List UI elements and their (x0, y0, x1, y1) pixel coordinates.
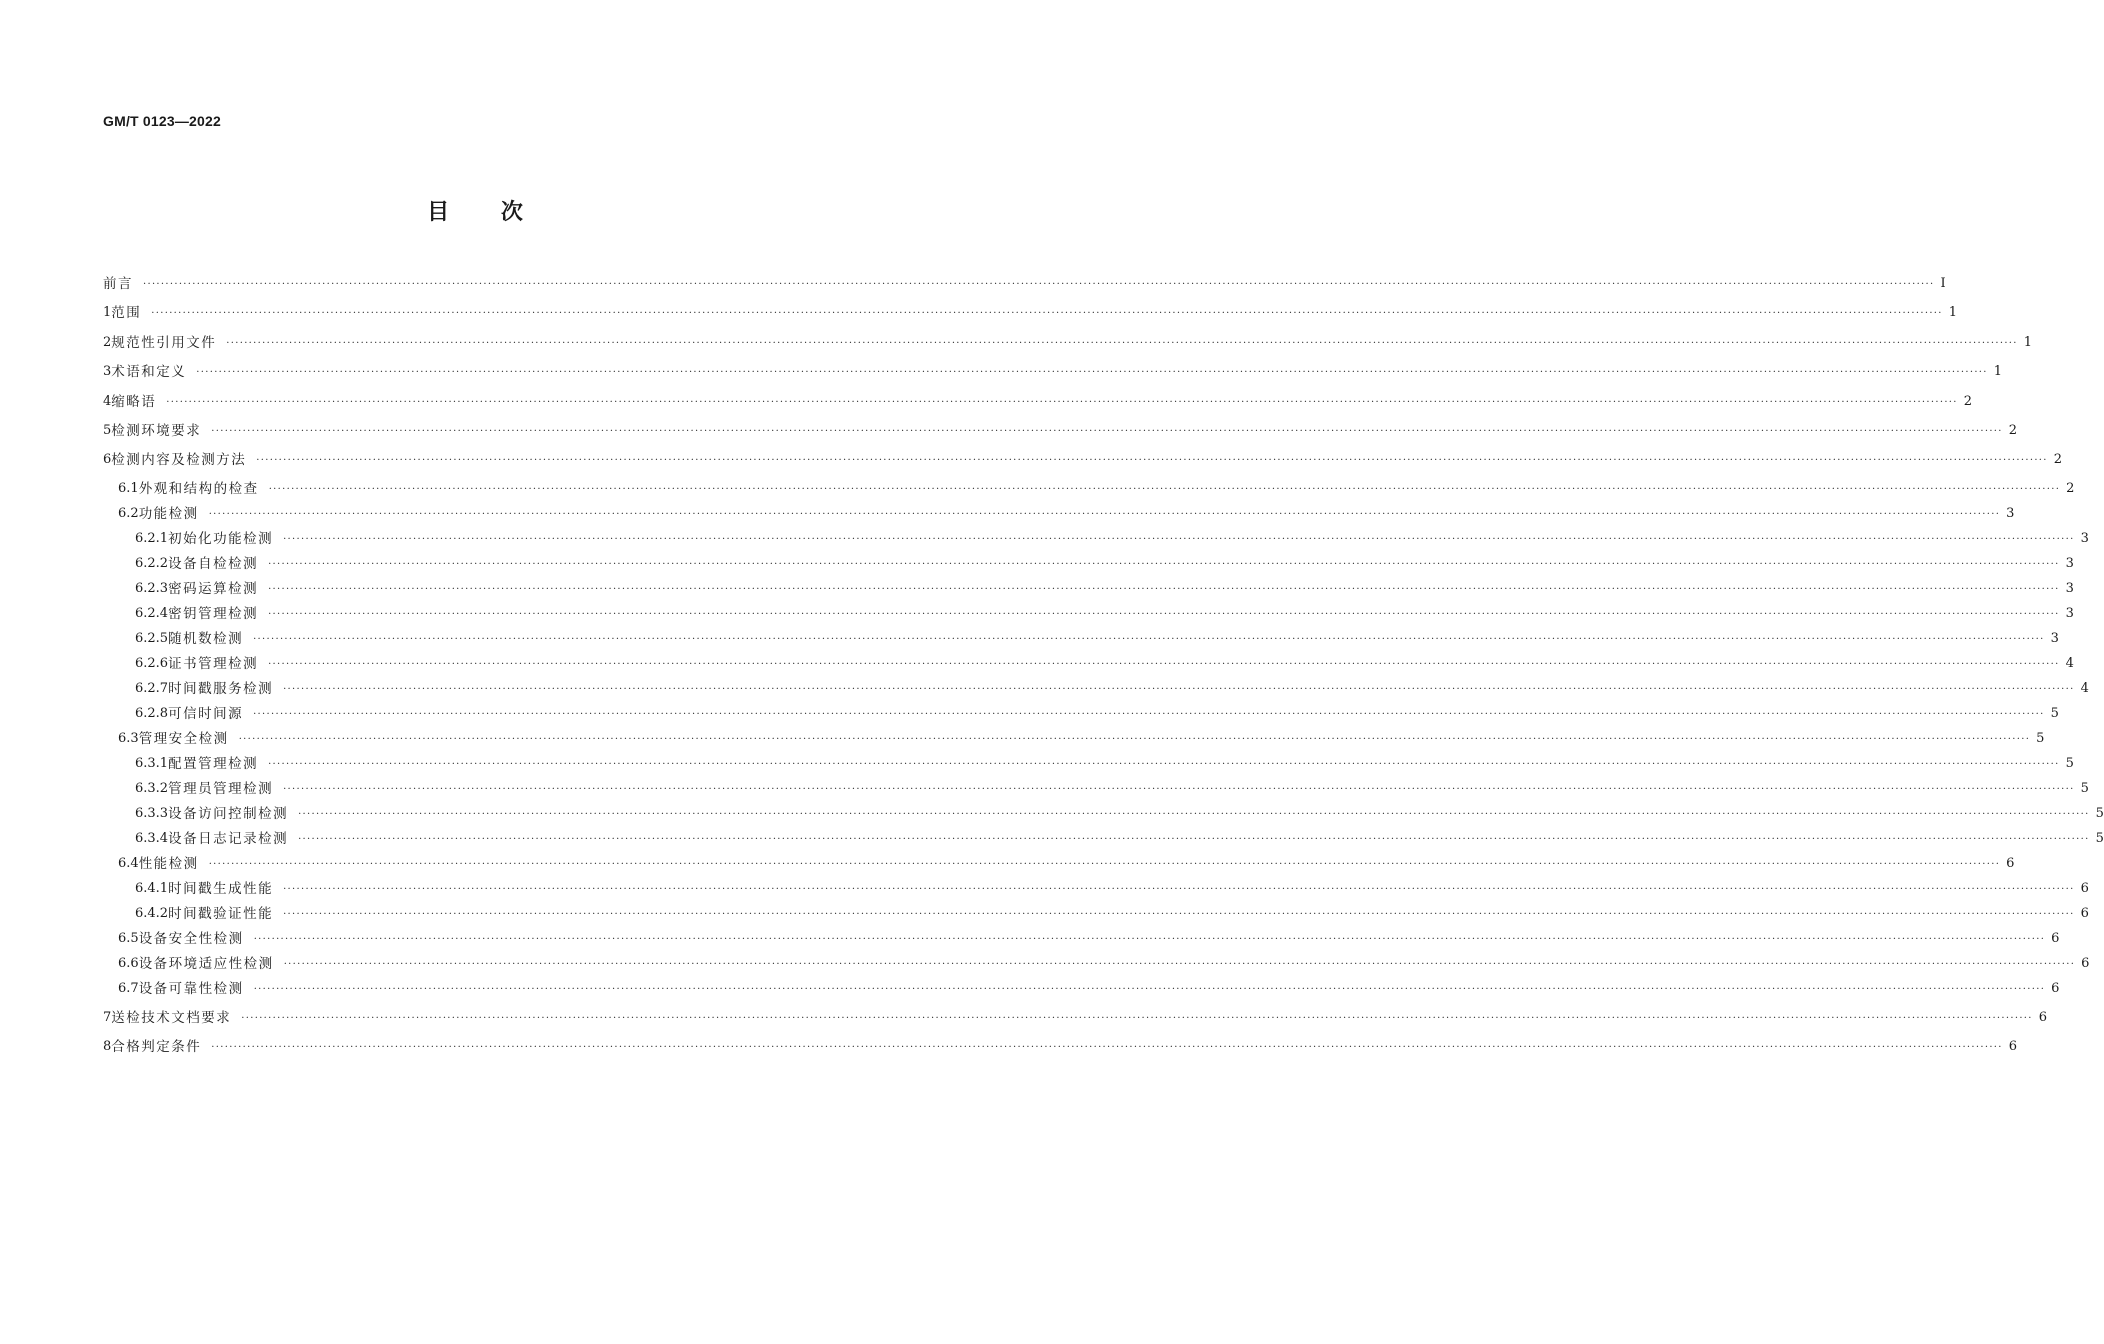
toc-entry-page: 5 (2065, 756, 2074, 771)
toc-entry[interactable] (103, 1037, 2018, 1057)
toc-entry[interactable] (135, 629, 2059, 649)
toc-entry-title: 送检技术文档要求 (111, 1010, 232, 1026)
toc-entry[interactable] (135, 904, 2089, 924)
toc-entry-title: 时间戳服务检测 (168, 681, 274, 697)
toc-entry-page: 6 (2006, 856, 2015, 871)
toc-entry-page: 6 (2051, 931, 2060, 946)
toc-entry-title: 初始化功能检测 (168, 531, 274, 547)
toc-entry-number: 6.2.2 (135, 556, 169, 571)
toc-entry-page: 4 (2080, 681, 2089, 696)
toc-entry[interactable] (135, 829, 2104, 849)
toc-leader-dots: ················································································································································································································································································································································································································ (298, 834, 2090, 845)
toc-entry-title: 设备安全性检测 (138, 931, 244, 947)
toc-entry-title: 术语和定义 (111, 364, 187, 380)
toc-leader-dots: ················································································································································································································································································································································································································ (226, 338, 2018, 349)
toc-entry-number: 6.2 (118, 506, 139, 521)
toc-entry-page: 6 (2008, 1039, 2018, 1054)
toc-entry-title: 随机数检测 (168, 631, 244, 647)
toc-entry[interactable] (118, 854, 2015, 874)
toc-entry-number: 6.4 (118, 856, 139, 871)
toc-leader-dots: ················································································································································································································································································································································································································ (208, 859, 2001, 870)
toc-entry-number: 6.4.1 (135, 881, 169, 896)
toc-entry-page: 3 (2080, 531, 2089, 546)
toc-entry-title: 设备可靠性检测 (138, 981, 244, 997)
toc-entry-title: 范围 (111, 305, 142, 321)
toc-entry-page: 4 (2065, 656, 2074, 671)
toc-entry[interactable] (135, 754, 2074, 774)
toc-entry-title: 证书管理检测 (168, 656, 259, 672)
toc-entry[interactable] (118, 979, 2060, 999)
toc-entry-title: 合格判定条件 (111, 1039, 202, 1055)
toc-entry-title: 检测环境要求 (111, 423, 202, 439)
toc-entry-page: 5 (2095, 831, 2104, 846)
toc-entry[interactable] (135, 654, 2074, 674)
toc-entry-title: 配置管理检测 (168, 756, 259, 772)
toc-title: 目 次 (427, 200, 523, 225)
toc-entry-number: 6 (103, 452, 112, 467)
toc-entry[interactable] (135, 679, 2089, 699)
toc-entry[interactable] (103, 333, 2033, 353)
toc-entry-page: 3 (2006, 506, 2015, 521)
toc-entry-title: 时间戳验证性能 (168, 906, 274, 922)
document-code: GM/T 0123—2022 (103, 113, 221, 129)
toc-entry-number: 7 (103, 1010, 112, 1025)
toc-entry-page: 5 (2080, 781, 2089, 796)
toc-leader-dots: ················································································································································································································································································································································································································ (253, 634, 2045, 645)
toc-entry-number: 6.2.3 (135, 581, 169, 596)
toc-leader-dots: ················································································································································································································································································································································································································ (268, 584, 2060, 595)
toc-leader-dots: ················································································································································································································································································································································································································ (166, 397, 1958, 408)
toc-entry-title: 管理员管理检测 (168, 781, 274, 797)
toc-entry-page: 6 (2081, 956, 2090, 971)
toc-leader-dots: ················································································································································································································································································································································································································ (211, 426, 2003, 437)
toc-entry-page: 5 (2050, 706, 2059, 721)
toc-entry-number: 2 (103, 335, 112, 350)
toc-leader-dots: ················································································································································································································································································································································································································ (211, 1042, 2003, 1053)
toc-leader-dots: ················································································································································································································································································································································································································ (253, 934, 2046, 945)
toc-entry-page: 1 (2023, 335, 2033, 350)
toc-entry[interactable] (118, 929, 2060, 949)
toc-entry-number: 6.6 (118, 956, 139, 971)
toc-entry-number: 6.7 (118, 981, 139, 996)
toc-leader-dots: ················································································································································································································································································································································································································ (253, 984, 2046, 995)
toc-leader-dots: ················································································································································································································································································································································································································ (268, 559, 2060, 570)
toc-entry[interactable] (103, 421, 2018, 441)
toc-entry[interactable] (118, 504, 2015, 524)
toc-leader-dots: ················································································································································································································································································································································································································ (283, 534, 2075, 545)
toc-entry[interactable] (103, 274, 1946, 294)
toc-entry[interactable] (135, 579, 2074, 599)
toc-entry-number: 8 (103, 1039, 112, 1054)
toc-entry-title: 功能检测 (138, 506, 199, 522)
toc-entry[interactable] (135, 604, 2074, 624)
toc-leader-dots: ················································································································································································································································································································································································································ (268, 759, 2060, 770)
toc-entry-page: 6 (2038, 1010, 2048, 1025)
toc-entry-page: 5 (2095, 806, 2104, 821)
toc-entry-number: 6.2.1 (135, 531, 169, 546)
toc-entry-number: 4 (103, 394, 112, 409)
toc-entry-title: 规范性引用文件 (111, 335, 217, 351)
toc-entry-title: 性能检测 (138, 856, 199, 872)
toc-leader-dots: ················································································································································································································································································································································································································ (143, 279, 1935, 290)
toc-entry[interactable] (103, 303, 1958, 323)
toc-entry-number: 5 (103, 423, 112, 438)
toc-entry-page: 2 (2008, 423, 2018, 438)
toc-entry-number: 6.1 (118, 481, 139, 496)
toc-entry-number: 6.2.4 (135, 606, 169, 621)
toc-entry-number: 6.3 (118, 731, 139, 746)
toc-entry-page: 3 (2065, 581, 2074, 596)
toc-leader-dots: ················································································································································································································································································································································································································ (298, 809, 2090, 820)
toc-leader-dots: ················································································································································································································································································································································································································ (256, 455, 2048, 466)
toc-leader-dots: ················································································································································································································································································································································································································ (268, 609, 2060, 620)
toc-entry-title: 设备日志记录检测 (168, 831, 289, 847)
toc-entry-number: 6.2.7 (135, 681, 169, 696)
toc-entry[interactable] (103, 392, 1973, 412)
toc-leader-dots: ················································································································································································································································································································································································································ (196, 367, 1988, 378)
toc-entry-page: 2 (2066, 481, 2075, 496)
toc-entry[interactable] (135, 879, 2089, 899)
toc-entry-page: 2 (2053, 452, 2063, 467)
toc-entry-title: 设备环境适应性检测 (138, 956, 274, 972)
toc-leader-dots: ················································································································································································································································································································································································································ (241, 1013, 2033, 1024)
toc-entry-page: 3 (2065, 606, 2074, 621)
toc-entry-page: 3 (2065, 556, 2074, 571)
toc-entry-page: 6 (2051, 981, 2060, 996)
toc-entry-number: 1 (103, 305, 112, 320)
toc-entry-title: 密钥管理检测 (168, 606, 259, 622)
toc-entry[interactable] (103, 362, 2003, 382)
toc-entry-title: 管理安全检测 (138, 731, 229, 747)
toc-leader-dots: ················································································································································································································································································································································································································ (268, 484, 2061, 495)
toc-leader-dots: ················································································································································································································································································································································································································ (283, 684, 2075, 695)
toc-entry[interactable] (135, 529, 2089, 549)
toc-entry[interactable] (118, 954, 2090, 974)
toc-entry-page: Ⅰ (1940, 276, 1946, 291)
toc-entry-page: 1 (1993, 364, 2003, 379)
toc-entry-title: 缩略语 (111, 394, 157, 410)
toc-entry-page: 3 (2050, 631, 2059, 646)
toc-leader-dots: ················································································································································································································································································································································································································ (253, 709, 2045, 720)
toc-entry-title: 设备自检检测 (168, 556, 259, 572)
toc-leader-dots: ················································································································································································································································································································································································································ (283, 884, 2075, 895)
toc-entry-title: 检测内容及检测方法 (111, 452, 247, 468)
toc-entry-number: 6.2.6 (135, 656, 169, 671)
toc-entry[interactable] (135, 554, 2074, 574)
toc-entry-title: 可信时间源 (168, 706, 244, 722)
toc-entry-number: 6.3.2 (135, 781, 169, 796)
toc-entry[interactable] (103, 1008, 2048, 1028)
toc-entry[interactable] (118, 729, 2045, 749)
toc-entry-number: 6.2.5 (135, 631, 169, 646)
toc-entry-page: 2 (1963, 394, 1973, 409)
toc-entry[interactable] (135, 779, 2089, 799)
toc-entry-number: 6.3.4 (135, 831, 169, 846)
toc-entry[interactable] (135, 704, 2059, 724)
toc-entry[interactable] (103, 450, 2063, 470)
toc-entry-page: 5 (2036, 731, 2045, 746)
toc-entry[interactable] (135, 804, 2104, 824)
toc-entry-number: 6.4.2 (135, 906, 169, 921)
toc-entry-title: 外观和结构的检查 (138, 481, 259, 497)
toc-entry-number: 6.2.8 (135, 706, 169, 721)
toc-leader-dots: ················································································································································································································································································································································································································ (151, 308, 1943, 319)
toc-leader-dots: ················································································································································································································································································································································································································ (283, 959, 2076, 970)
toc-entry-number: 6.3.3 (135, 806, 169, 821)
toc-entry-number: 6.3.1 (135, 756, 169, 771)
toc-entry-page: 1 (1948, 305, 1958, 320)
toc-leader-dots: ················································································································································································································································································································································································································ (268, 659, 2060, 670)
toc-entry-number: 3 (103, 364, 112, 379)
toc-entry-title: 设备访问控制检测 (168, 806, 289, 822)
toc-entry-title: 前言 (103, 276, 133, 292)
toc-entry-page: 6 (2080, 881, 2089, 896)
toc-leader-dots: ················································································································································································································································································································································································································ (208, 509, 2001, 520)
toc-leader-dots: ················································································································································································································································································································································································································ (283, 784, 2075, 795)
toc-entry[interactable] (118, 479, 2075, 499)
toc-leader-dots: ················································································································································································································································································································································································································ (238, 734, 2031, 745)
toc-leader-dots: ················································································································································································································································································································································································································ (283, 909, 2075, 920)
toc-entry-page: 6 (2080, 906, 2089, 921)
toc-entry-title: 时间戳生成性能 (168, 881, 274, 897)
toc-entry-title: 密码运算检测 (168, 581, 259, 597)
toc-entry-number: 6.5 (118, 931, 139, 946)
